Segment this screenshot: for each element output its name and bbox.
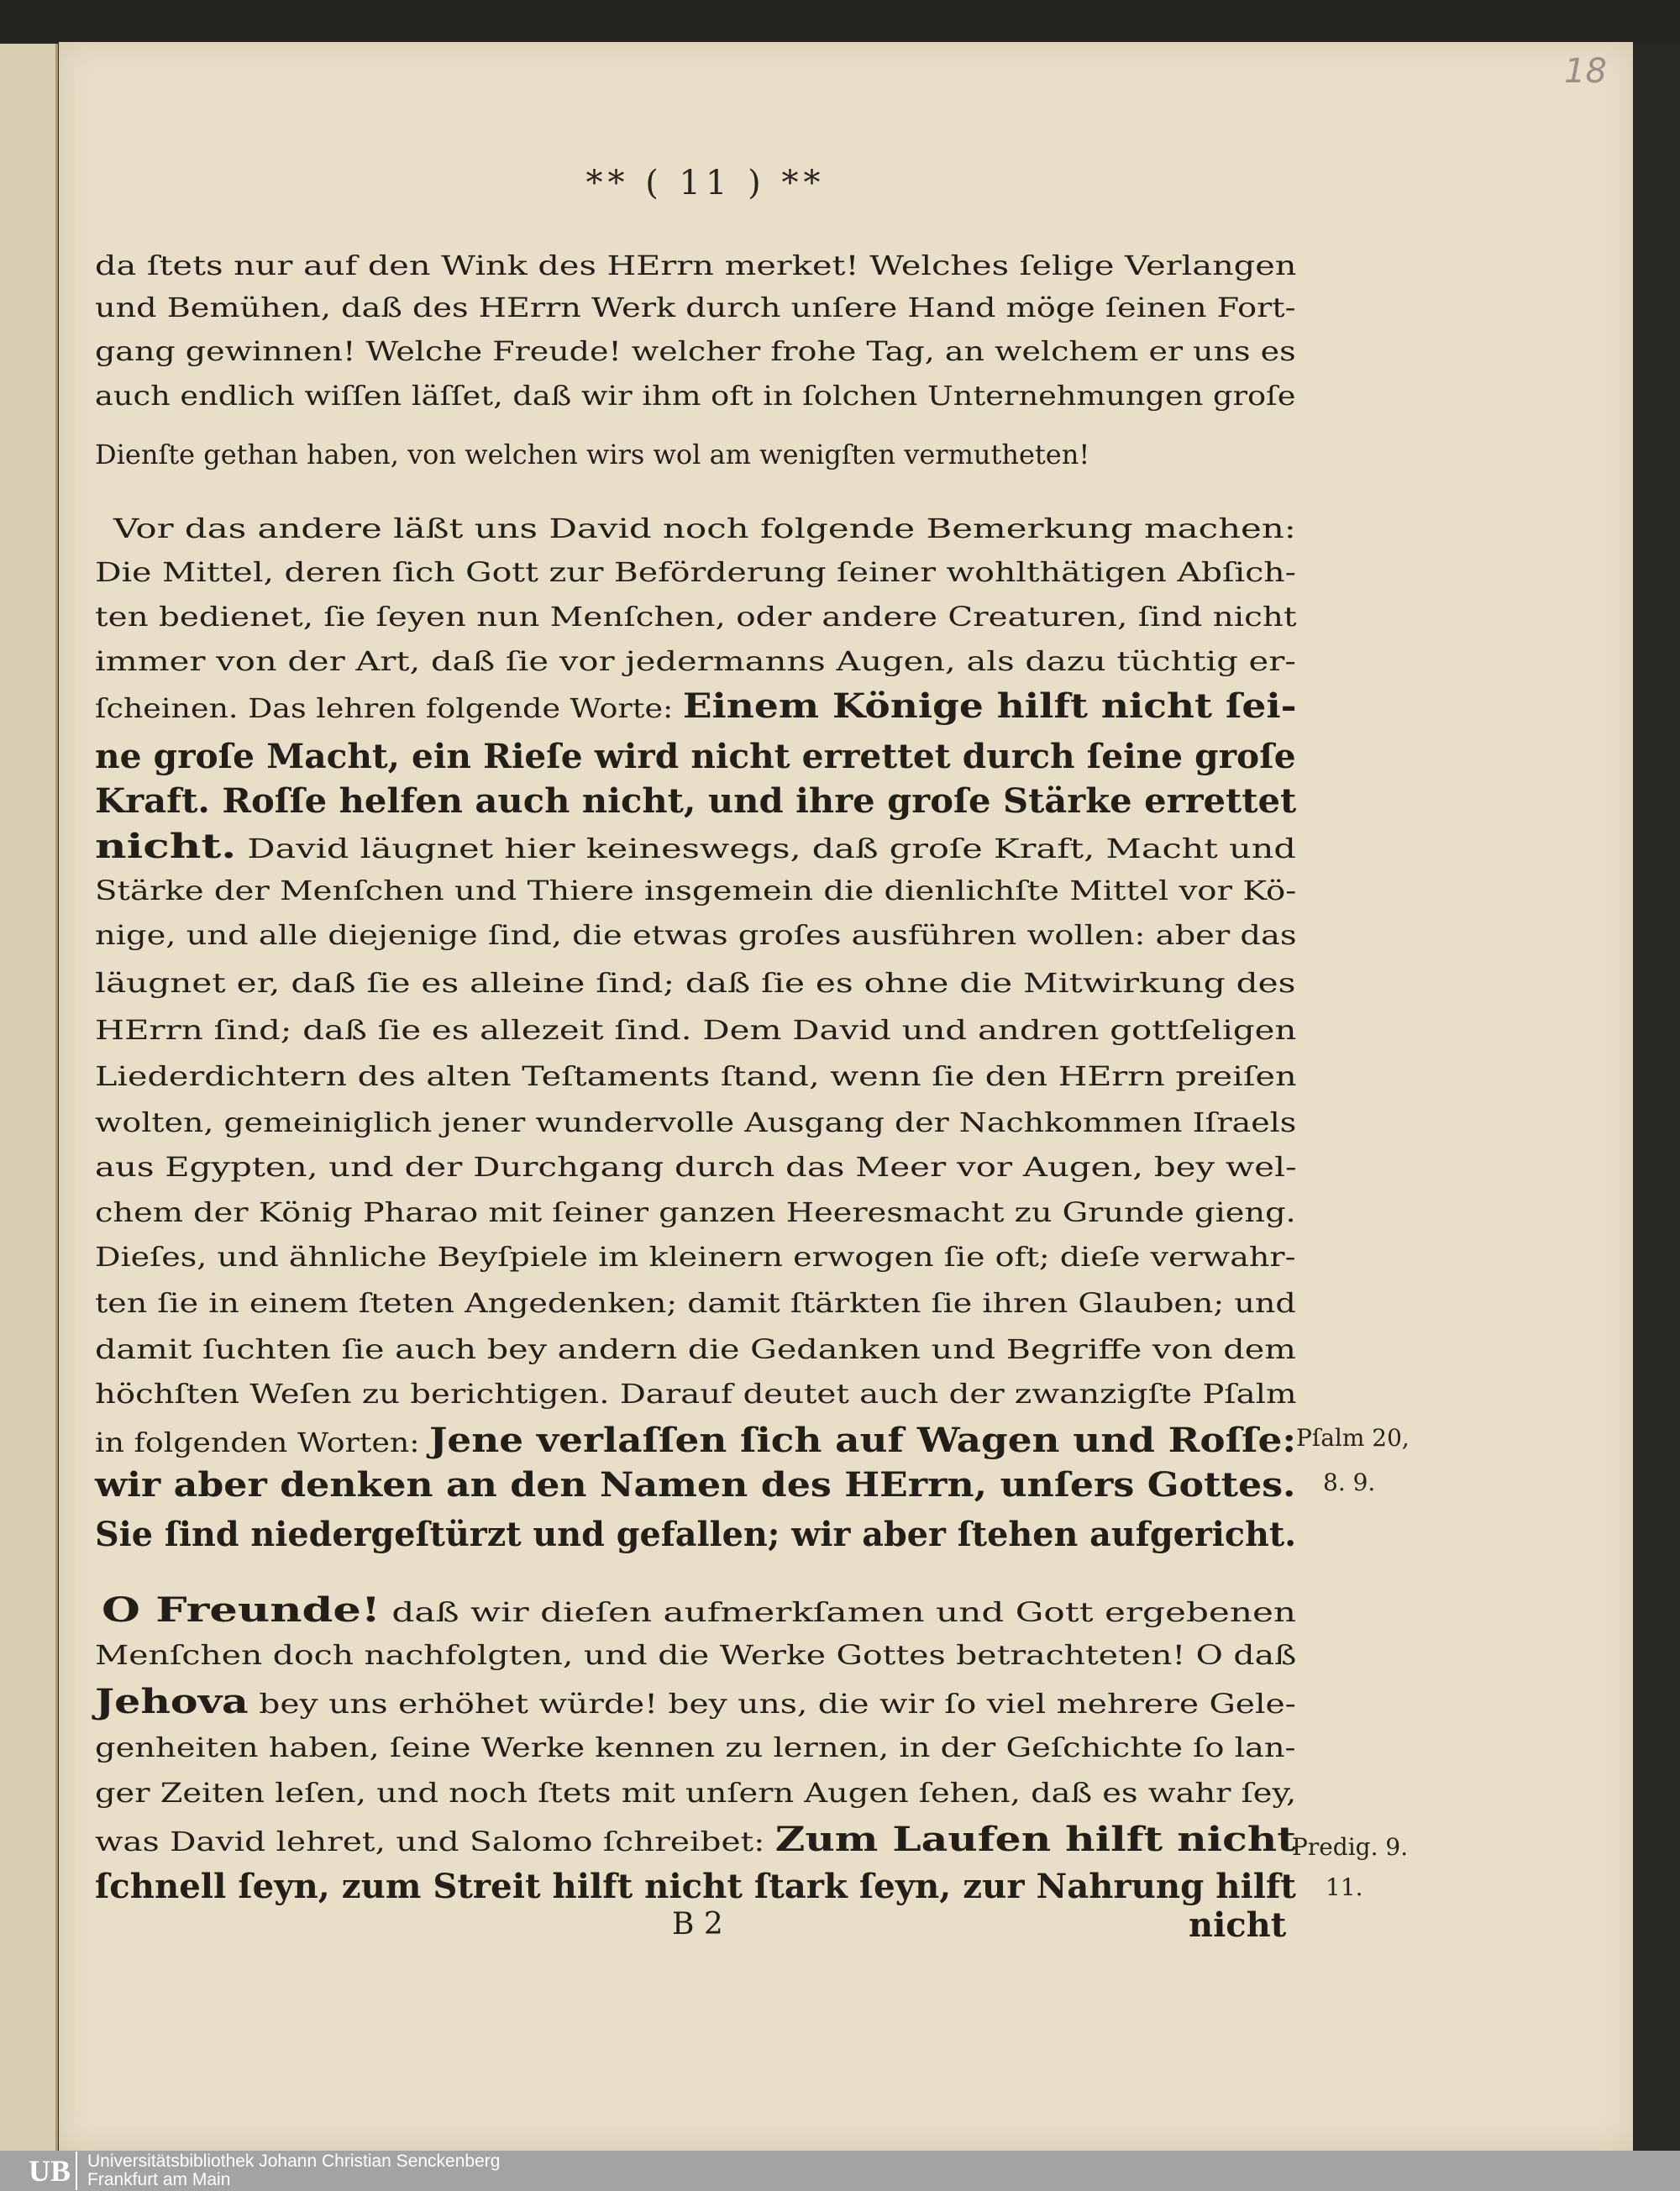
- text-line: [95, 1731, 1296, 1763]
- text-segment: nige, und alle diejenige ſind, die etwas groſes ausführen wollen: aber das: [95, 919, 1297, 951]
- text-segment: wolten, gemeiniglich jener wundervolle Ausgang der Nachkommen Iſraels: [95, 1106, 1297, 1138]
- text-line: [95, 556, 1296, 588]
- library-logo: UB: [0, 2152, 77, 2190]
- text-segment: ten bedienet, ſie ſeyen nun Menſchen, oder andere Creaturen, ſind nicht: [95, 601, 1297, 633]
- text-segment: chem der König Pharao mit ſeiner ganzen Heeresmacht zu Grunde gieng.: [95, 1196, 1296, 1228]
- text-segment: gang gewinnen! Welche Freude! welcher frohe Tag, an welchem er uns es: [95, 335, 1296, 367]
- text-line: [95, 292, 1296, 323]
- margin-note-predig-verse: 11.: [1326, 1873, 1363, 1901]
- emphasized-text: ne groſe Macht, ein Rieſe wird nicht errettet durch ſeine groſe: [95, 736, 1296, 776]
- text-segment: Vor das andere läßt uns David noch folgende Bemerkung machen:: [113, 512, 1296, 544]
- text-segment: Menſchen doch nachfolgten, und die Werke Gottes betrachteten! O daß: [95, 1639, 1297, 1671]
- emphasized-text: Jene verlaſſen ſich auf Wagen und Roſſe:: [428, 1420, 1297, 1460]
- text-line: [95, 737, 1296, 776]
- text-line: [102, 1590, 1296, 1630]
- facing-page-edge: [0, 44, 58, 2151]
- text-line: [95, 1682, 1296, 1721]
- text-segment: ſcheinen. Das lehren folgende Worte:: [95, 691, 683, 724]
- margin-note-psalm-verses: 8. 9.: [1323, 1469, 1376, 1496]
- text-line: [95, 1014, 1296, 1046]
- text-line: [95, 967, 1295, 999]
- emphasized-text: O Freunde!: [102, 1589, 381, 1630]
- text-line: [95, 1333, 1296, 1365]
- text-line: [95, 827, 1296, 866]
- emphasized-text: Zum Laufen hilft nicht: [774, 1819, 1296, 1859]
- text-segment: daß wir dieſen aufmerkſamen und Gott ergebenen: [380, 1595, 1297, 1628]
- text-line: [95, 1106, 1296, 1138]
- margin-note-psalm: Pſalm 20,: [1296, 1424, 1410, 1452]
- text-line: [95, 335, 1296, 367]
- text-line: [95, 875, 1296, 906]
- text-segment: ger Zeiten leſen, und noch ſtets mit unſern Augen ſehen, daß es wahr ſey,: [95, 1777, 1297, 1809]
- text-line: [95, 1378, 1297, 1410]
- text-line: [95, 380, 1295, 412]
- text-line: [95, 250, 1296, 281]
- text-line: [113, 512, 1296, 544]
- text-segment: höchſten Weſen zu berichtigen. Darauf deutet auch der zwanzigſte Pſalm: [95, 1378, 1297, 1410]
- text-segment: bey uns erhöhet würde! bey uns, die wir ſo viel mehrere Gele-: [248, 1687, 1296, 1720]
- text-line: [95, 1060, 1297, 1092]
- signature-mark: B 2: [672, 1907, 723, 1941]
- text-line: [95, 601, 1297, 633]
- text-line: [95, 1867, 1296, 1906]
- emphasized-text: Sie ſind niedergeſtürzt und gefallen; wir aber ſtehen aufgericht.: [95, 1514, 1297, 1554]
- text-segment: was David lehret, und Salomo ſchreibet:: [95, 1825, 775, 1857]
- text-line: [95, 1465, 1295, 1505]
- text-segment: genheiten haben, ſeine Werke kennen zu lernen, in der Geſchichte ſo lan-: [95, 1731, 1296, 1763]
- text-segment: läugnet er, daß ſie es alleine ſind; daß ſie es ohne die Mitwirkung des: [95, 967, 1296, 999]
- text-segment: Die Mittel, deren ſich Gott zur Beförderung ſeiner wohlthätigen Abſich-: [95, 556, 1296, 588]
- handwritten-folio: 18: [1564, 52, 1607, 91]
- text-line: [95, 439, 1089, 470]
- text-line: [95, 1639, 1296, 1671]
- text-segment: David läugnet hier keineswegs, daß groſe Kraft, Macht und: [236, 832, 1296, 864]
- emphasized-text: ſchnell ſeyn, zum Streit hilft nicht ſtark ſeyn, zur Nahrung hilft: [95, 1866, 1296, 1906]
- text-line: [95, 1151, 1297, 1183]
- text-line: [95, 919, 1297, 951]
- library-info: [87, 2152, 500, 2189]
- text-segment: HErrn ſind; daß ſie es allezeit ſind. Dem David und andren gottſeligen: [95, 1014, 1297, 1046]
- text-line: [95, 781, 1296, 821]
- emphasized-text: Einem Könige hilft nicht ſei-: [682, 686, 1297, 726]
- library-name: Universitätsbibliothek Johann Christian Senckenberg: [87, 2152, 501, 2171]
- library-city: Frankfurt am Main: [87, 2170, 231, 2189]
- margin-note-predig: Predig. 9.: [1292, 1833, 1409, 1861]
- text-segment: damit ſuchten ſie auch bey andern die Gedanken und Begriffe von dem: [95, 1333, 1296, 1365]
- text-line: [95, 1196, 1296, 1228]
- text-line: [95, 686, 1297, 726]
- text-segment: aus Egypten, und der Durchgang durch das Meer vor Augen, bey wel-: [95, 1151, 1297, 1183]
- text-segment: Liederdichtern des alten Teſtaments ſtand, wenn ſie den HErrn preiſen: [95, 1060, 1297, 1092]
- text-line: [95, 1241, 1295, 1273]
- emphasized-text: nicht.: [95, 826, 237, 866]
- text-segment: Dieſes, und ähnliche Beyſpiele im kleinern erwogen ſie oft; dieſe verwahr-: [95, 1241, 1296, 1273]
- text-line: [95, 1820, 1296, 1859]
- text-segment: auch endlich wiſſen läſſet, daß wir ihm oft in ſolchen Unternehmungen groſe: [95, 380, 1296, 412]
- scan-background: [0, 0, 1680, 44]
- text-segment: Dienſte gethan haben, von welchen wirs wol am wenigſten vermutheten!: [95, 439, 1090, 470]
- emphasized-text: Kraft. Roſſe helfen auch nicht, und ihre groſe Stärke errettet: [95, 780, 1297, 821]
- page-header: ** ( 11 ) **: [585, 164, 826, 202]
- catchword: nicht: [1189, 1905, 1287, 1945]
- text-segment: da ſtets nur auf den Wink des HErrn merket! Welches ſelige Verlangen: [95, 250, 1297, 281]
- text-segment: ten ſie in einem ſteten Angedenken; damit ſtärkten ſie ihren Glauben; und: [95, 1287, 1296, 1319]
- text-line: [95, 1777, 1296, 1809]
- emphasized-text: Jehova: [95, 1681, 249, 1721]
- text-line: [95, 645, 1296, 677]
- emphasized-text: wir aber denken an den Namen des HErrn, unſers Gottes.: [95, 1464, 1296, 1505]
- text-segment: Stärke der Menſchen und Thiere insgemein die dienlichſte Mittel vor Kö-: [95, 875, 1297, 906]
- text-line: [95, 1287, 1296, 1319]
- library-footer: [0, 2151, 1680, 2191]
- text-line: [95, 1421, 1296, 1460]
- text-line: [95, 1515, 1296, 1554]
- text-segment: immer von der Art, daß ſie vor jedermanns Augen, als dazu tüchtig er-: [95, 645, 1296, 677]
- text-segment: und Bemühen, daß des HErrn Werk durch unſere Hand möge ſeinen Fort-: [95, 292, 1296, 323]
- text-segment: in folgenden Worten:: [95, 1426, 429, 1458]
